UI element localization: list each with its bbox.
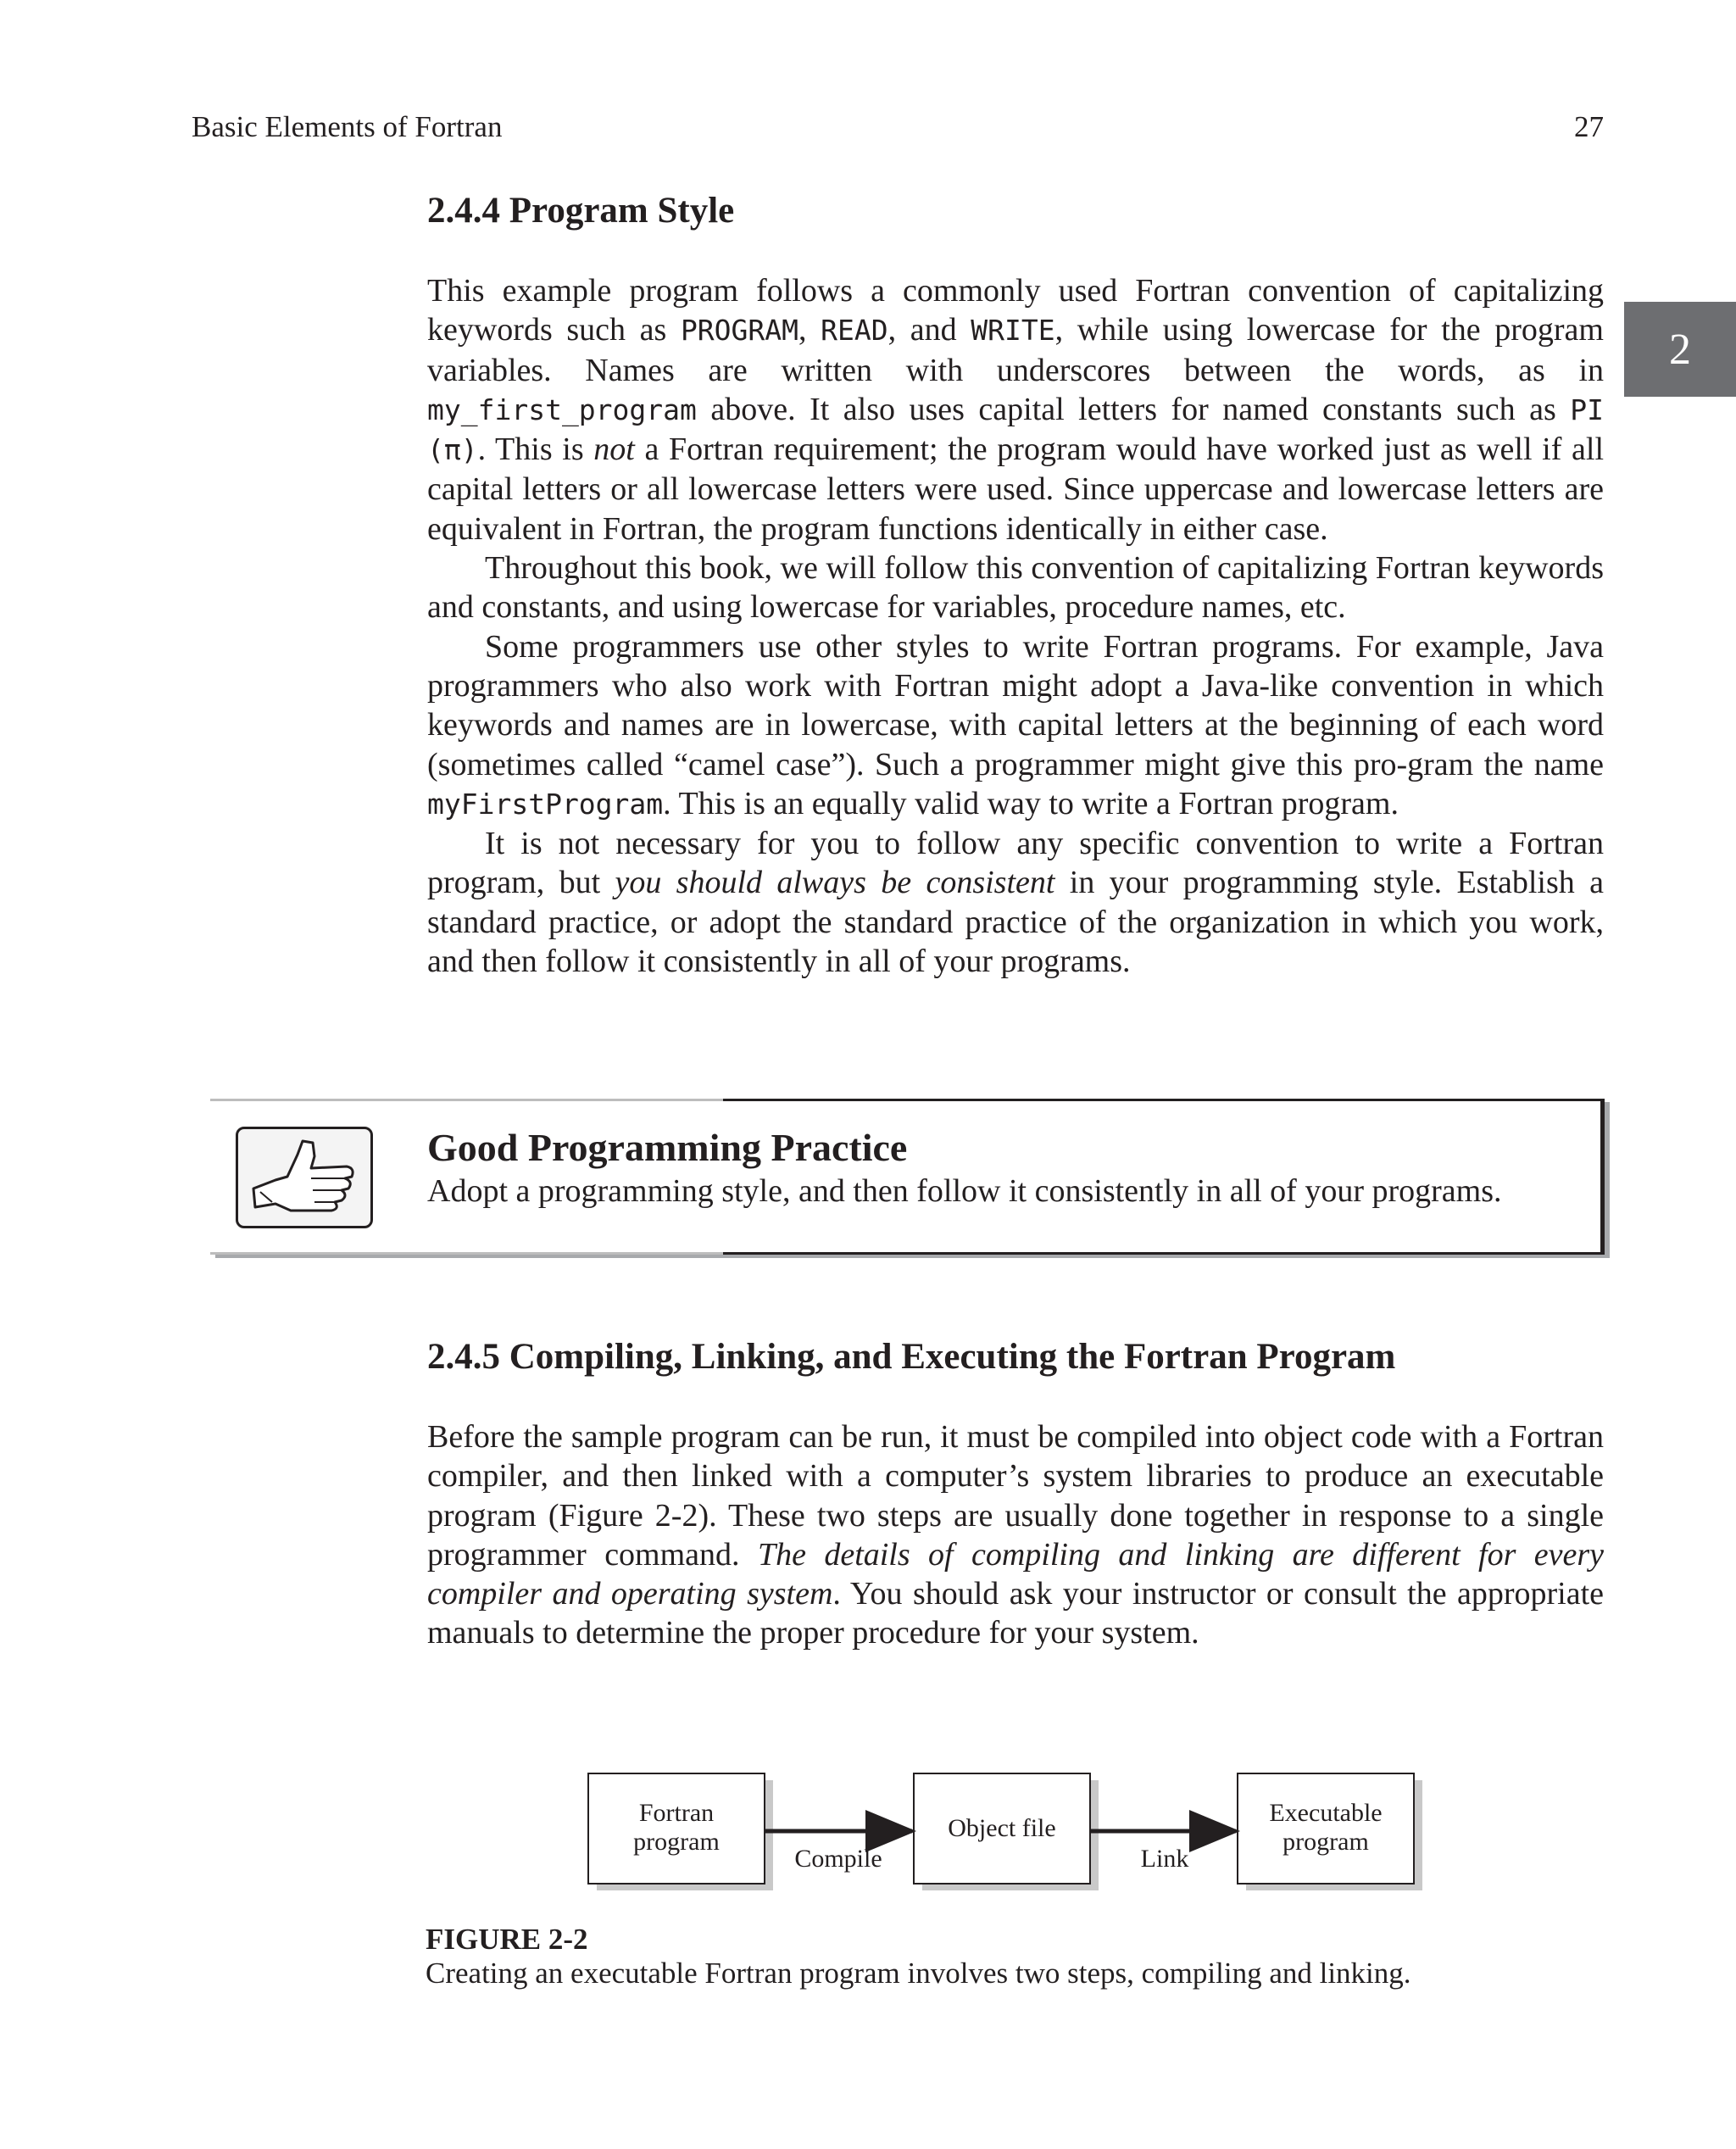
code-keyword-write: WRITE xyxy=(971,314,1055,348)
good-practice-title: Good Programming Practice xyxy=(427,1126,908,1169)
chapter-tab: 2 xyxy=(1624,302,1736,397)
paragraph-consistency xyxy=(427,824,1604,981)
code-constant-pi: PI (π) xyxy=(427,392,1604,467)
page-number: 27 xyxy=(1574,110,1604,143)
code-keyword-program: PROGRAM xyxy=(680,314,799,348)
figure-label: FIGURE 2-2 xyxy=(426,1923,588,1956)
text-run: . You should ask your instructor or consult the appropriate manuals to determine the proper procedure for your system. xyxy=(427,1576,1605,1651)
text-run: . This is an equally valid way to write a Fortran program. xyxy=(663,785,1399,821)
figure-2-2-diagram xyxy=(576,1768,1441,1912)
object-file-box-label: Object file xyxy=(948,1814,1056,1842)
section-2-4-4-body xyxy=(427,271,1604,981)
figure-caption-text: Creating an executable Fortran program involves two steps, compiling and linking. xyxy=(426,1957,1411,1990)
link-arrow-label: Link xyxy=(1140,1845,1189,1873)
emphasis-not: not xyxy=(593,431,635,468)
code-keyword-read: READ xyxy=(821,314,888,348)
paragraph-style-convention xyxy=(427,271,1604,548)
paragraph-compiling xyxy=(427,1417,1604,1653)
text-run: This example program follows a commonly used Fortran convention of capitalizing keywords such as xyxy=(427,273,1604,348)
fortran-program-box xyxy=(588,1773,765,1884)
emphasis-details: The details of compiling and linking are different for every compiler and operating system xyxy=(427,1536,1604,1612)
emphasis-consistent: you should always be consistent xyxy=(615,865,1055,901)
text-run: in your programming style. Establish a standard practice, or adopt the standard practice of the organization in which you work, and then follow it consistently in all of your programs. xyxy=(427,865,1604,980)
text-run: , while using lowercase for the program variables. Names are written with underscores between the words, as in xyxy=(427,312,1604,388)
thumbs-up-icon-graphic xyxy=(238,1129,370,1226)
running-head: Basic Elements of Fortran xyxy=(192,110,503,143)
fortran-program-box-line1: Fortran xyxy=(638,1799,715,1827)
paragraph-book-convention: Throughout this book, we will follow this convention of capitalizing Fortran keywords and constants, and using lowercase for variables, procedure names, etc. xyxy=(427,550,1604,626)
text-run: , xyxy=(798,312,821,348)
code-name-my-first-program: my_first_program xyxy=(427,392,697,426)
compile-arrow-label: Compile xyxy=(794,1845,882,1873)
paragraph-other-styles xyxy=(427,627,1604,824)
text-run: , and xyxy=(887,312,971,348)
object-file-box xyxy=(914,1773,1090,1884)
text-run: . This is xyxy=(477,431,594,468)
section-heading-2-4-5: 2.4.5 Compiling, Linking, and Executing the Fortran Program xyxy=(427,1337,1396,1377)
text-run: Some programmers use other styles to write Fortran programs. For example, Java programmers who also work with Fortran might adopt a Java-like convention in which keywords and names are in lowercase, with capital letters at the beginning of each word (sometimes called “camel case”). Such a programmer might give this pro-gram the name xyxy=(427,628,1604,782)
text-run: Before the sample program can be run, it must be compiled into object code with a Fortran compiler, and then linked with a computer’s system libraries to produce an executable program (Figure 2-2). These two steps are usually done together in response to a single programmer command. xyxy=(427,1419,1604,1573)
figure-caption xyxy=(426,1923,1411,1990)
thumbs-up-icon xyxy=(236,1127,373,1228)
text-run: It is not necessary for you to follow any specific convention to write a Fortran program, but xyxy=(427,826,1604,901)
executable-program-box xyxy=(1238,1773,1414,1884)
text-run: a Fortran requirement; the program would have worked just as well if all capital letters or all lowercase letters were used. Since uppercase and lowercase letters are equivalent in Fortran, the program functions identically in either case. xyxy=(427,431,1604,547)
good-practice-text: Adopt a programming style, and then follow it consistently in all of your programs. xyxy=(427,1173,1502,1209)
good-practice-box xyxy=(210,1099,1605,1255)
section-heading-2-4-4: 2.4.4 Program Style xyxy=(427,191,735,231)
executable-program-box-line1: Executable xyxy=(1269,1799,1383,1827)
code-name-camel-case: myFirstProgram xyxy=(427,787,664,821)
fortran-program-box-line2: program xyxy=(633,1828,720,1856)
section-2-4-5-body xyxy=(427,1417,1604,1653)
executable-program-box-line2: program xyxy=(1283,1828,1369,1856)
text-run: above. It also uses capital letters for named constants such as xyxy=(696,391,1571,427)
